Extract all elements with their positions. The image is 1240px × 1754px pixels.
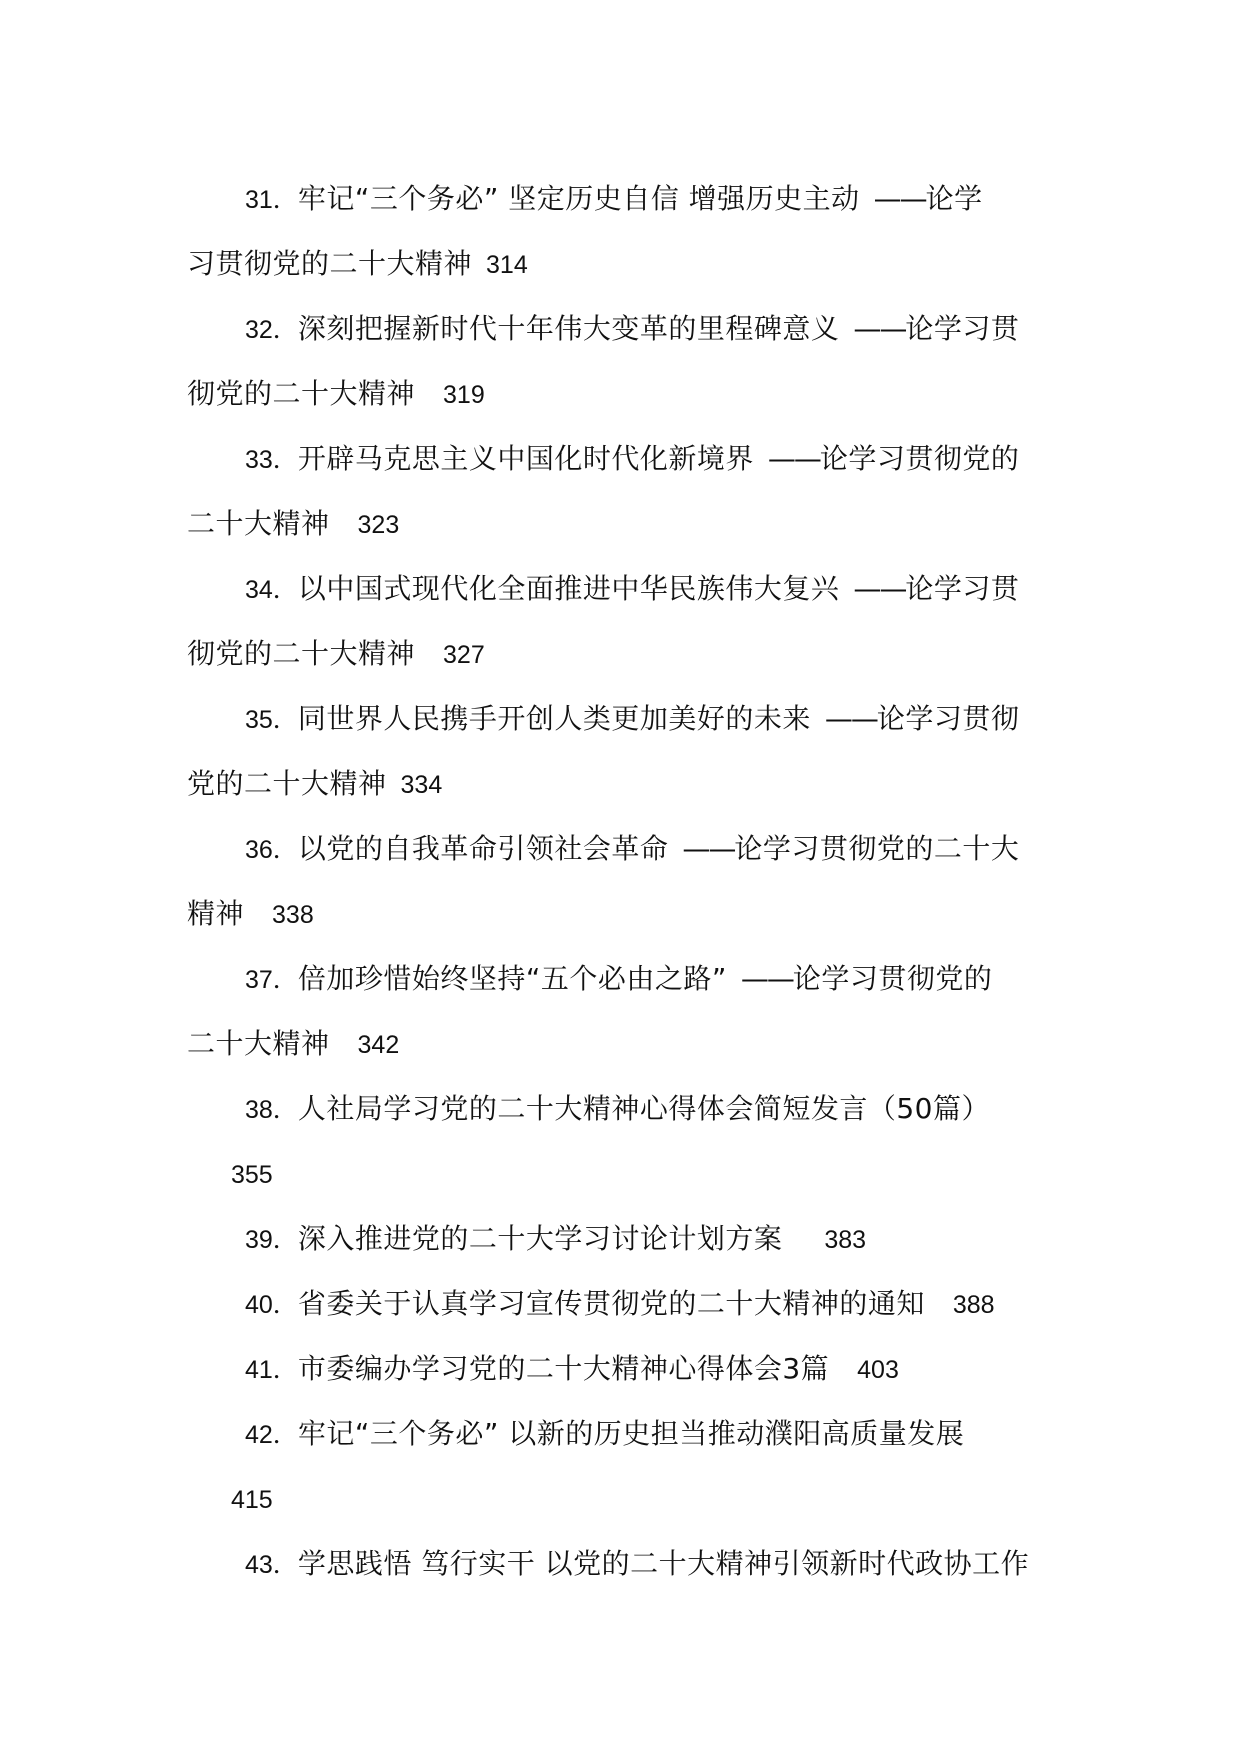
table-of-contents <box>187 166 1059 1596</box>
entry-page-number: 383 <box>824 1226 867 1254</box>
entry-page-number: 338 <box>272 901 314 929</box>
toc-entry-42-cont <box>187 1466 1059 1531</box>
entry-title: 牢记“三个务必” 坚定历史自信 增强历史主动 <box>297 182 860 215</box>
toc-entry-39 <box>187 1206 1059 1271</box>
entry-title-cont: 彻党的二十大精神 <box>187 637 416 670</box>
entry-page-number: 327 <box>443 641 485 669</box>
entry-number: 38． <box>245 1096 298 1124</box>
entry-title: 开辟马克思主义中国化时代化新境界 <box>297 442 754 475</box>
entry-title: 牢记“三个务必” 以新的历史担当推动濮阳高质量发展 <box>297 1417 965 1450</box>
entry-title: 深刻把握新时代十年伟大变革的里程碑意义 <box>297 312 840 345</box>
toc-entry-31-cont <box>187 231 1059 296</box>
toc-entry-34-cont <box>187 621 1059 686</box>
toc-entry-38 <box>187 1076 1059 1141</box>
toc-entry-36-cont <box>187 881 1059 946</box>
toc-entry-42 <box>187 1401 1059 1466</box>
toc-entry-38-cont <box>187 1141 1059 1206</box>
entry-title: 以中国式现代化全面推进中华民族伟大复兴 <box>297 572 840 605</box>
toc-entry-40 <box>187 1271 1059 1336</box>
toc-entry-35-cont <box>187 751 1059 816</box>
entry-dash: —— <box>682 832 735 865</box>
entry-page-number: 323 <box>357 511 400 539</box>
toc-entry-32-cont <box>187 361 1059 426</box>
entry-title: 以党的自我革命引领社会革命 <box>297 832 669 865</box>
entry-title: 学思践悟 笃行实干 以党的二十大精神引领新时代政协工作 <box>297 1547 1030 1580</box>
entry-page-number: 334 <box>400 771 443 799</box>
toc-entry-34 <box>187 556 1059 621</box>
entry-number: 39． <box>245 1226 298 1254</box>
entry-page-number: 403 <box>857 1356 899 1384</box>
entry-number: 41． <box>245 1356 298 1384</box>
entry-number: 43． <box>245 1551 298 1579</box>
entry-title-tail: 论学习贯彻 <box>876 702 1020 735</box>
entry-title-cont: 习贯彻党的二十大精神 <box>187 247 473 280</box>
toc-entry-33-cont <box>187 491 1059 556</box>
entry-title: 深入推进党的二十大学习讨论计划方案 <box>297 1222 783 1255</box>
entry-title-tail: 论学习贯 <box>905 312 1020 345</box>
entry-title-cont: 精神 <box>187 897 245 930</box>
entry-title: 省委关于认真学习宣传贯彻党的二十大精神的通知 <box>297 1287 925 1320</box>
entry-page-number: 388 <box>952 1291 995 1319</box>
entry-number: 35． <box>245 706 298 734</box>
entry-dash: —— <box>853 572 906 605</box>
toc-entry-37-cont <box>187 1011 1059 1076</box>
toc-entry-36 <box>187 816 1059 881</box>
entry-dash: —— <box>873 182 926 215</box>
entry-number: 37． <box>245 966 298 994</box>
entry-number: 36． <box>245 836 298 864</box>
toc-entry-33 <box>187 426 1059 491</box>
entry-title-tail: 论学习贯彻党的二十大 <box>734 832 1020 865</box>
entry-number: 32． <box>245 316 298 344</box>
entry-number: 33． <box>245 446 298 474</box>
toc-entry-35 <box>187 686 1059 751</box>
entry-number: 31． <box>245 186 298 214</box>
entry-dash: —— <box>740 962 793 995</box>
entry-title-tail: 论学 <box>925 182 983 215</box>
toc-entry-37 <box>187 946 1059 1011</box>
entry-page-number: 415 <box>231 1486 273 1514</box>
entry-dash: —— <box>767 442 820 475</box>
entry-title-cont: 彻党的二十大精神 <box>187 377 416 410</box>
entry-title: 人社局学习党的二十大精神心得体会简短发言（50篇） <box>297 1092 990 1125</box>
toc-entry-32 <box>187 296 1059 361</box>
entry-title-tail: 论学习贯 <box>905 572 1020 605</box>
entry-number: 40． <box>245 1291 298 1319</box>
toc-entry-41 <box>187 1336 1059 1401</box>
entry-title: 倍加珍惜始终坚持“五个必由之路” <box>297 962 727 995</box>
entry-number: 42． <box>245 1421 298 1449</box>
entry-dash: —— <box>853 312 906 345</box>
entry-title-tail: 论学习贯彻党的 <box>792 962 993 995</box>
entry-number: 34． <box>245 576 298 604</box>
entry-title-cont: 党的二十大精神 <box>187 767 387 800</box>
entry-title-cont: 二十大精神 <box>187 507 330 540</box>
entry-title: 同世界人民携手开创人类更加美好的未来 <box>297 702 811 735</box>
entry-page-number: 355 <box>231 1161 273 1189</box>
entry-page-number: 314 <box>486 251 528 279</box>
entry-title-cont: 二十大精神 <box>187 1027 330 1060</box>
toc-entry-31 <box>187 166 1059 231</box>
toc-entry-43 <box>187 1531 1059 1596</box>
entry-title-tail: 论学习贯彻党的 <box>819 442 1020 475</box>
entry-dash: —— <box>824 702 877 735</box>
entry-page-number: 342 <box>357 1031 400 1059</box>
entry-title: 市委编办学习党的二十大精神心得体会3篇 <box>297 1352 830 1385</box>
entry-page-number: 319 <box>443 381 485 409</box>
